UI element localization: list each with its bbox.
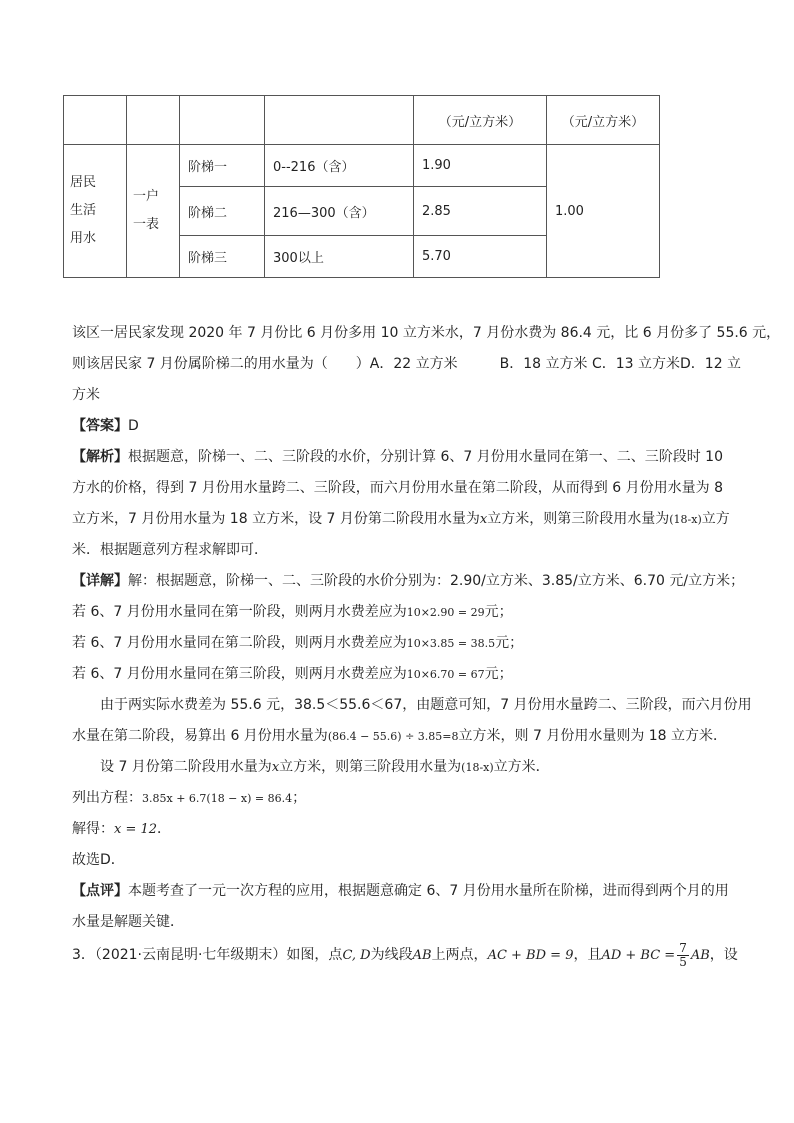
question-line: 该区一居民家发现 2020 年 7 月份比 6 月份多用 10 立方米水，7 月份水费为 86.4 元，比 6 月份多了 55.6 元，: [72, 325, 781, 341]
detail-line: [72, 597, 722, 628]
sewage-price-cell: 1.00: [547, 145, 660, 278]
analysis-text: 根据题意，阶梯一、二、三阶段的水价，分别计算 6、7 月份用水量同在第一、二、三阶段时 10: [128, 449, 723, 465]
category-line: 居民: [70, 175, 97, 190]
math-expr: 10×3.85 = 38.5: [406, 637, 496, 650]
detail-text: 若 6、7 月份用水量同在第一阶段，则两月水费差应为: [72, 604, 407, 620]
detail-label: 【详解】: [72, 573, 128, 589]
tier-cell: 阶梯一: [180, 145, 265, 187]
next-question-line: [72, 938, 738, 972]
solution-text: [72, 318, 781, 972]
question-text: ，设: [709, 947, 738, 963]
detail-text: 若 6、7 月份用水量同在第二阶段，则两月水费差应为: [72, 635, 407, 651]
analysis-text: 立方米，7 月份用水量为 18 立方米，设 7 月份第二阶段用水量为: [72, 511, 480, 527]
fraction-numerator: 7: [679, 940, 687, 955]
math-expr: (18-x): [461, 761, 494, 774]
math-expr: 3.85x + 6.7(18 − x) = 86.4: [142, 792, 293, 805]
table-header-row: [64, 96, 660, 145]
detail-text: 列出方程：: [72, 790, 142, 806]
question-line: 则该居民家 7 月份属阶梯二的用水量为（ ）A．22 立方米 B．18 立方米 C．13 立方米D．12 立: [72, 356, 742, 372]
answer-label: 【答案】: [72, 418, 128, 434]
detail-line: [72, 752, 722, 783]
analysis-text: 立方: [701, 511, 730, 527]
detail-line: [72, 721, 728, 752]
header-cell-blank: [265, 96, 414, 145]
analysis-label: 【解析】: [72, 449, 128, 465]
detail-text: 元；: [484, 604, 513, 620]
price-cell: 1.90: [414, 145, 547, 187]
table-row: [64, 145, 660, 187]
header-unit-sewage-price: （元/立方米）: [547, 96, 660, 145]
header-cell-blank: [64, 96, 127, 145]
range-cell: 0--216（含）: [265, 145, 414, 187]
detail-text: 水量在第二阶段，易算出 6 月份用水量为: [72, 728, 328, 744]
price-cell: 5.70: [414, 236, 547, 278]
question-text: 3．（2021·云南昆明·七年级期末）如图，点: [72, 947, 343, 963]
detail-text: 元；: [495, 635, 524, 651]
detail-text: 解得：: [72, 821, 114, 837]
detail-line: [72, 659, 722, 690]
analysis-line: [72, 442, 722, 473]
analysis-line: 方水的价格，得到 7 月份用水量跨二、三阶段，而六月份用水量在第二阶段，从而得到 6 月份用水量为 8: [72, 480, 723, 496]
header-cell-blank: [127, 96, 180, 145]
detail-line: [72, 783, 722, 814]
comment-label: 【点评】: [72, 883, 128, 899]
analysis-text: 立方米，则第三阶段用水量为: [487, 511, 670, 527]
tier-cell: 阶梯三: [180, 236, 265, 278]
category-cell: [64, 145, 127, 278]
answer-value: D: [128, 418, 139, 434]
math-var: AB: [412, 948, 432, 963]
header-unit-water-price: （元/立方米）: [414, 96, 547, 145]
detail-text: 元；: [484, 666, 513, 682]
comment-text: 本题考查了一元一次方程的应用，根据题意确定 6、7 月份用水量所在阶梯，进而得到两个月的用: [128, 883, 729, 899]
detail-text: 设 7 月份第二阶段用水量为: [100, 759, 272, 775]
detail-text: ；: [292, 790, 307, 806]
question-line: 方米: [72, 387, 100, 403]
detail-text: 若 6、7 月份用水量同在第三阶段，则两月水费差应为: [72, 666, 407, 682]
math-expr: 10×6.70 = 67: [406, 668, 485, 681]
tier-cell: 阶梯二: [180, 187, 265, 236]
detail-text: 解：根据题意，阶梯一、二、三阶段的水价分别为：2.90/立方米、3.85/立方米、6.70 元/立方米；: [128, 573, 745, 589]
math-expr: 10×2.90 = 29: [406, 606, 485, 619]
detail-line: 故选D．: [72, 852, 125, 868]
question-text: 上两点，: [431, 947, 488, 963]
question-text: ，且: [573, 947, 602, 963]
range-cell: 300以上: [265, 236, 414, 278]
math-expr: x = 12: [114, 822, 158, 837]
detail-line: [72, 566, 745, 597]
detail-line: 由于两实际水费差为 55.6 元，38.5＜55.6＜67，由题意可知，7 月份用水量跨二、三阶段，而六月份用: [100, 697, 752, 713]
detail-line: [72, 628, 722, 659]
water-price-table: [63, 95, 660, 278]
range-cell: 216—300（含）: [265, 187, 414, 236]
math-expr: (18-x): [669, 513, 702, 526]
category-line: 生活: [70, 203, 97, 218]
detail-text: 立方米，则 7 月份用水量则为 18 立方米．: [458, 728, 728, 744]
question-text: 为线段: [370, 947, 413, 963]
price-cell: 2.85: [414, 187, 547, 236]
math-var: x: [479, 512, 488, 527]
subcategory-line: 一户: [133, 189, 160, 204]
analysis-line: [72, 504, 730, 535]
fraction-denominator: 5: [679, 954, 687, 969]
math-var: x: [271, 760, 280, 775]
subcategory-line: 一表: [133, 217, 160, 232]
detail-line: [72, 814, 722, 845]
math-expr: (86.4 − 55.6) ÷ 3.85=8: [327, 730, 459, 743]
math-expr: AC + BD = 9: [487, 948, 574, 963]
answer-line: [72, 411, 722, 442]
comment-line: [72, 876, 729, 907]
category-line: 用水: [70, 231, 97, 246]
detail-text: ．: [157, 821, 172, 837]
math-expr: AD + BC =: [601, 948, 676, 963]
fraction: [677, 942, 689, 969]
math-var: AB: [690, 948, 710, 963]
math-var: C, D: [342, 948, 371, 963]
subcategory-cell: [127, 145, 180, 278]
analysis-line: 米．根据题意列方程求解即可．: [72, 542, 268, 558]
header-cell-blank: [180, 96, 265, 145]
detail-text: 立方米，则第三阶段用水量为: [279, 759, 462, 775]
comment-line: 水量是解题关键．: [72, 914, 184, 930]
detail-text: 立方米．: [493, 759, 550, 775]
